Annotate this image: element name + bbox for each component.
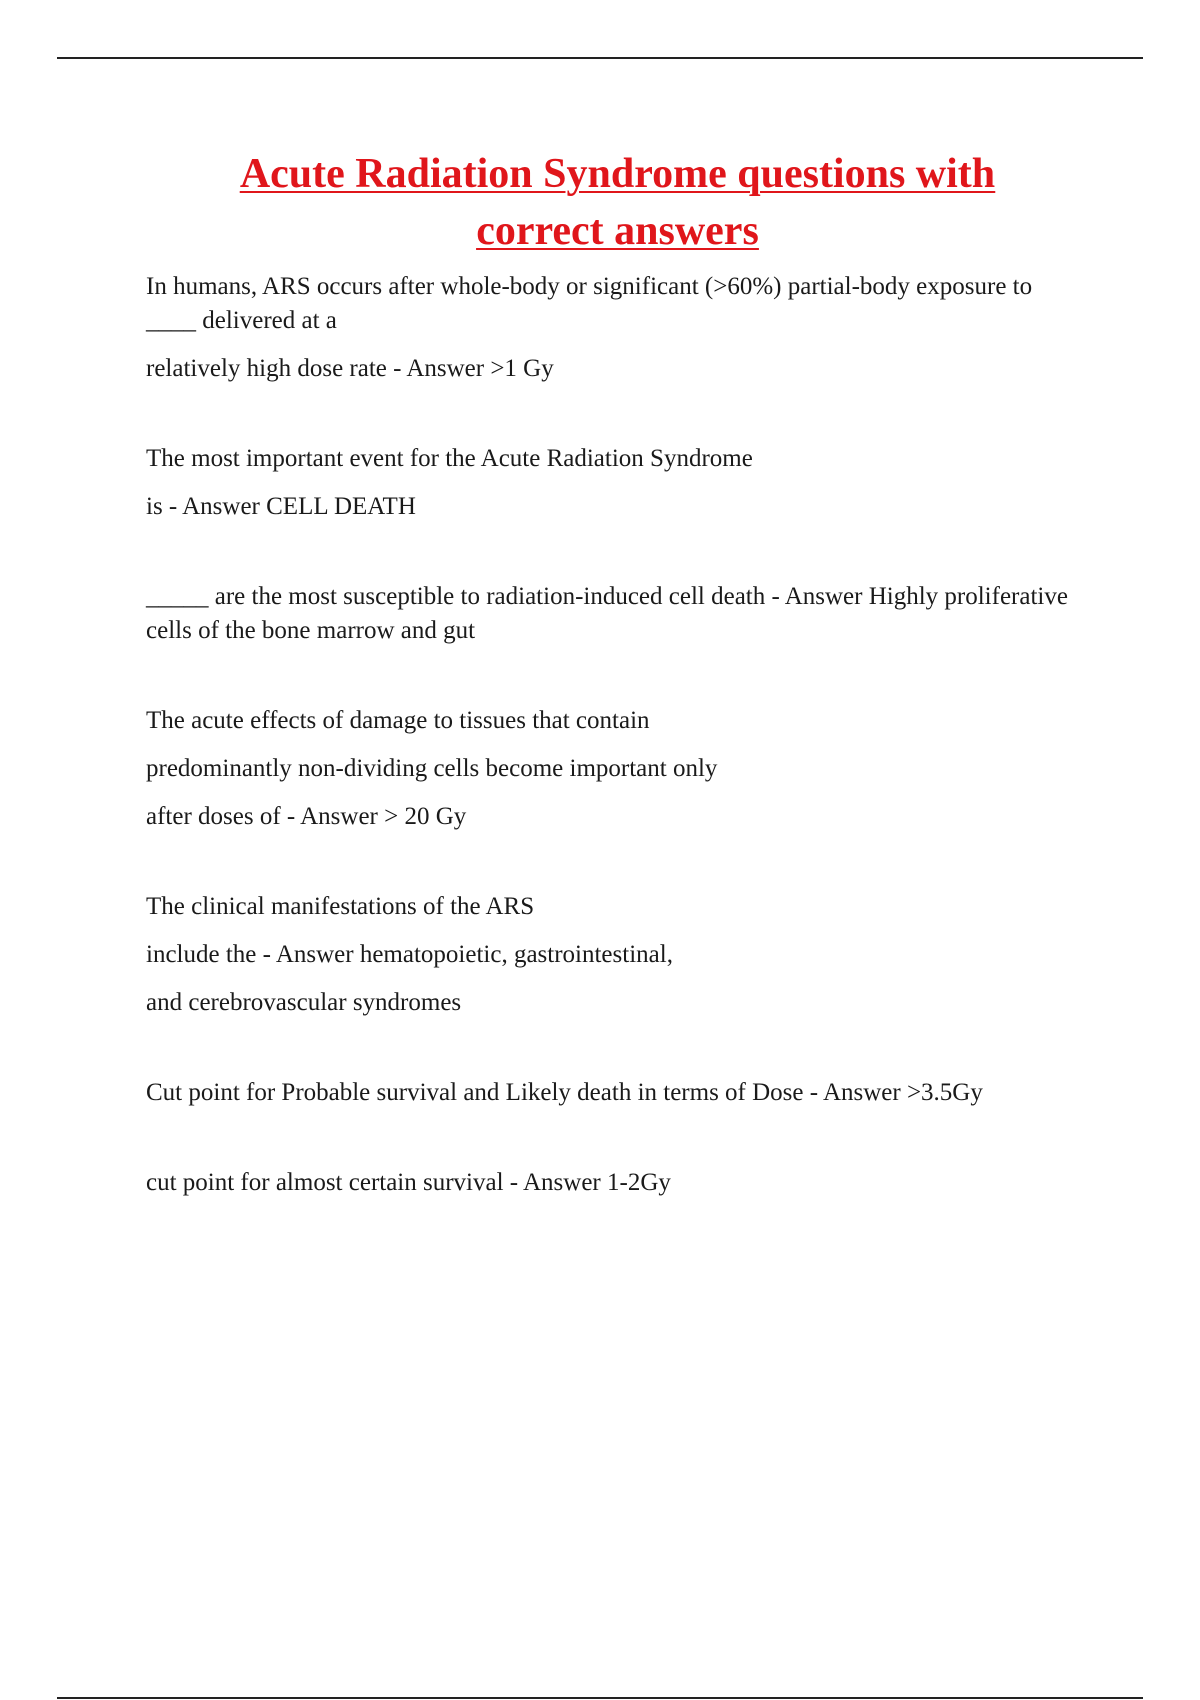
qa-item [146,1166,1076,1200]
title-line-2: correct answers [476,208,759,254]
qa-line: after doses of - Answer > 20 Gy [146,803,467,830]
qa-line: relatively high dose rate - Answer >1 Gy [146,355,554,382]
qa-item [146,442,1076,524]
qa-item [146,580,1076,648]
bottom-rule [57,1697,1143,1699]
top-rule [57,57,1143,59]
qa-line: predominantly non-dividing cells become important only [146,755,718,782]
qa-item [146,704,1076,834]
qa-item [146,270,1076,386]
qa-line: Cut point for Probable survival and Likely death in terms of Dose - Answer >3.5Gy [146,1079,983,1106]
qa-item [146,1076,1076,1110]
qa-line: _____ are the most susceptible to radiation-induced cell death - Answer Highly proliferative cells of the bone marrow and gut [146,583,1068,644]
qa-line: cut point for almost certain survival - Answer 1-2Gy [146,1169,671,1196]
document-title [100,146,1135,260]
qa-line: The clinical manifestations of the ARS [146,893,535,920]
qa-line: and cerebrovascular syndromes [146,989,462,1016]
qa-line: is - Answer CELL DEATH [146,493,416,520]
qa-line: In humans, ARS occurs after whole-body or significant (>60%) partial-body exposure to ____ delivered at a [146,273,1033,334]
qa-line: The acute effects of damage to tissues that contain [146,707,650,734]
qa-list [146,270,1076,1200]
title-line-1: Acute Radiation Syndrome questions with [239,151,996,197]
qa-line: include the - Answer hematopoietic, gastrointestinal, [146,941,673,968]
qa-item [146,890,1076,1020]
qa-line: The most important event for the Acute Radiation Syndrome [146,445,753,472]
